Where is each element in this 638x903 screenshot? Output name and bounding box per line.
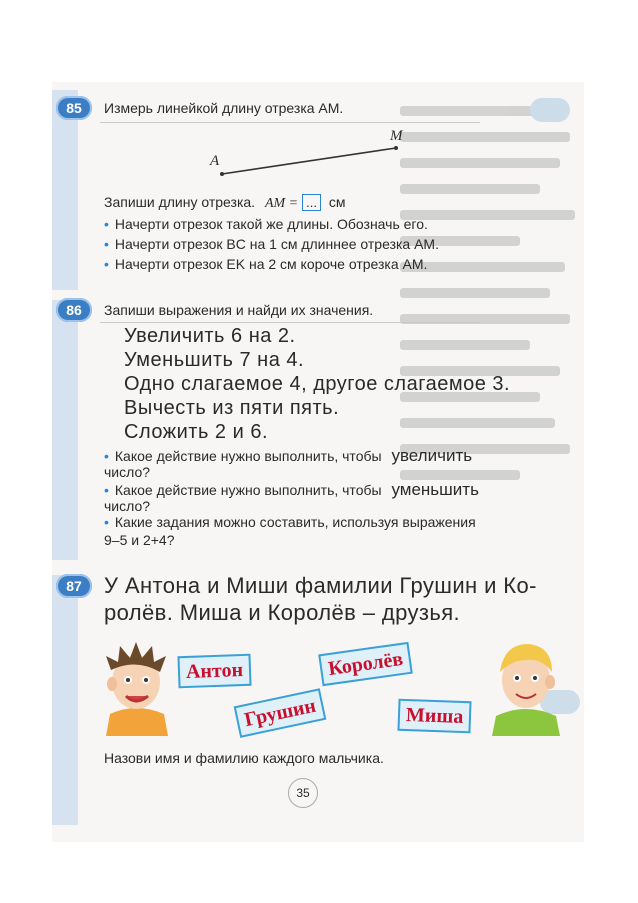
bullet-icon: • xyxy=(104,448,109,464)
expression-line: Одно слагаемое 4, другое слагаемое 3. xyxy=(124,373,511,395)
question-2: • Какое действие нужно выполнить, чтобы уменьшить xyxy=(104,480,479,499)
label-m: M xyxy=(390,128,403,144)
question-2-end: число? xyxy=(104,498,151,514)
point-m xyxy=(394,146,398,150)
name-card: Королёв xyxy=(318,642,413,686)
list-item: • Начерти отрезок EK на 2 см короче отрезка AM. xyxy=(104,256,428,272)
boy-illustration-left xyxy=(96,636,178,736)
task-85-text xyxy=(104,100,343,116)
margin-strip xyxy=(52,575,78,825)
task-number-badge: 86 xyxy=(56,298,92,322)
expression-line: Уменьшить 7 на 4. xyxy=(124,349,305,371)
segment-am-figure xyxy=(200,128,420,188)
question-1: • Какое действие нужно выполнить, чтобы увеличить xyxy=(104,446,473,465)
margin-strip xyxy=(52,90,78,290)
task-86-instruction: Запиши выражения и найди их значения. xyxy=(104,302,374,318)
list-item: • Начерти отрезок BC на 1 см длиннее отрезка AM. xyxy=(104,236,439,252)
divider xyxy=(100,322,480,323)
name-card: Грушин xyxy=(234,688,327,738)
margin-strip xyxy=(52,300,78,560)
bullet-icon: • xyxy=(104,236,109,252)
divider xyxy=(100,122,480,123)
expression-line: Увеличить 6 на 2. xyxy=(124,325,296,347)
bullet-icon: • xyxy=(104,256,109,272)
write-prefix: Запиши длину отрезка. xyxy=(104,194,256,210)
label-a: A xyxy=(210,153,220,169)
task-number-badge: 87 xyxy=(56,574,92,598)
expression-line: Сложить 2 и 6. xyxy=(124,421,269,443)
bullet-icon: • xyxy=(104,216,109,232)
question-3: • Какие задания можно составить, используя выражения xyxy=(104,514,476,530)
question-1-end: число? xyxy=(104,464,151,480)
expression-line: Вычесть из пяти пять. xyxy=(124,397,340,419)
name-card: Антон xyxy=(177,654,251,689)
bullet-icon: • xyxy=(104,514,109,530)
task-87-line-2: ролёв. Миша и Королёв – друзья. xyxy=(104,600,461,625)
write-expression: AM = xyxy=(264,196,299,211)
segment-am xyxy=(222,148,396,174)
task-87-question: Назови имя и фамилию каждого мальчика. xyxy=(104,750,384,766)
bullet-icon: • xyxy=(104,482,109,498)
task-87-line-1: У Антона и Миши фамилии Грушин и Ко- xyxy=(104,573,537,598)
task-85-instruction: Измерь линейкой длину отрезка AM. xyxy=(104,100,344,116)
name-card: Миша xyxy=(397,699,471,734)
list-item: • Начерти отрезок такой же длины. Обозначь его. xyxy=(104,216,428,232)
write-length-line xyxy=(104,194,345,212)
page-number: 35 xyxy=(288,778,318,808)
boy-illustration-right xyxy=(486,632,566,736)
question-3-end: 9–5 и 2+4? xyxy=(104,532,175,548)
point-a xyxy=(220,172,224,176)
answer-box: ... xyxy=(302,194,321,211)
unit-label: см xyxy=(328,194,346,210)
task-number-badge: 85 xyxy=(56,96,92,120)
